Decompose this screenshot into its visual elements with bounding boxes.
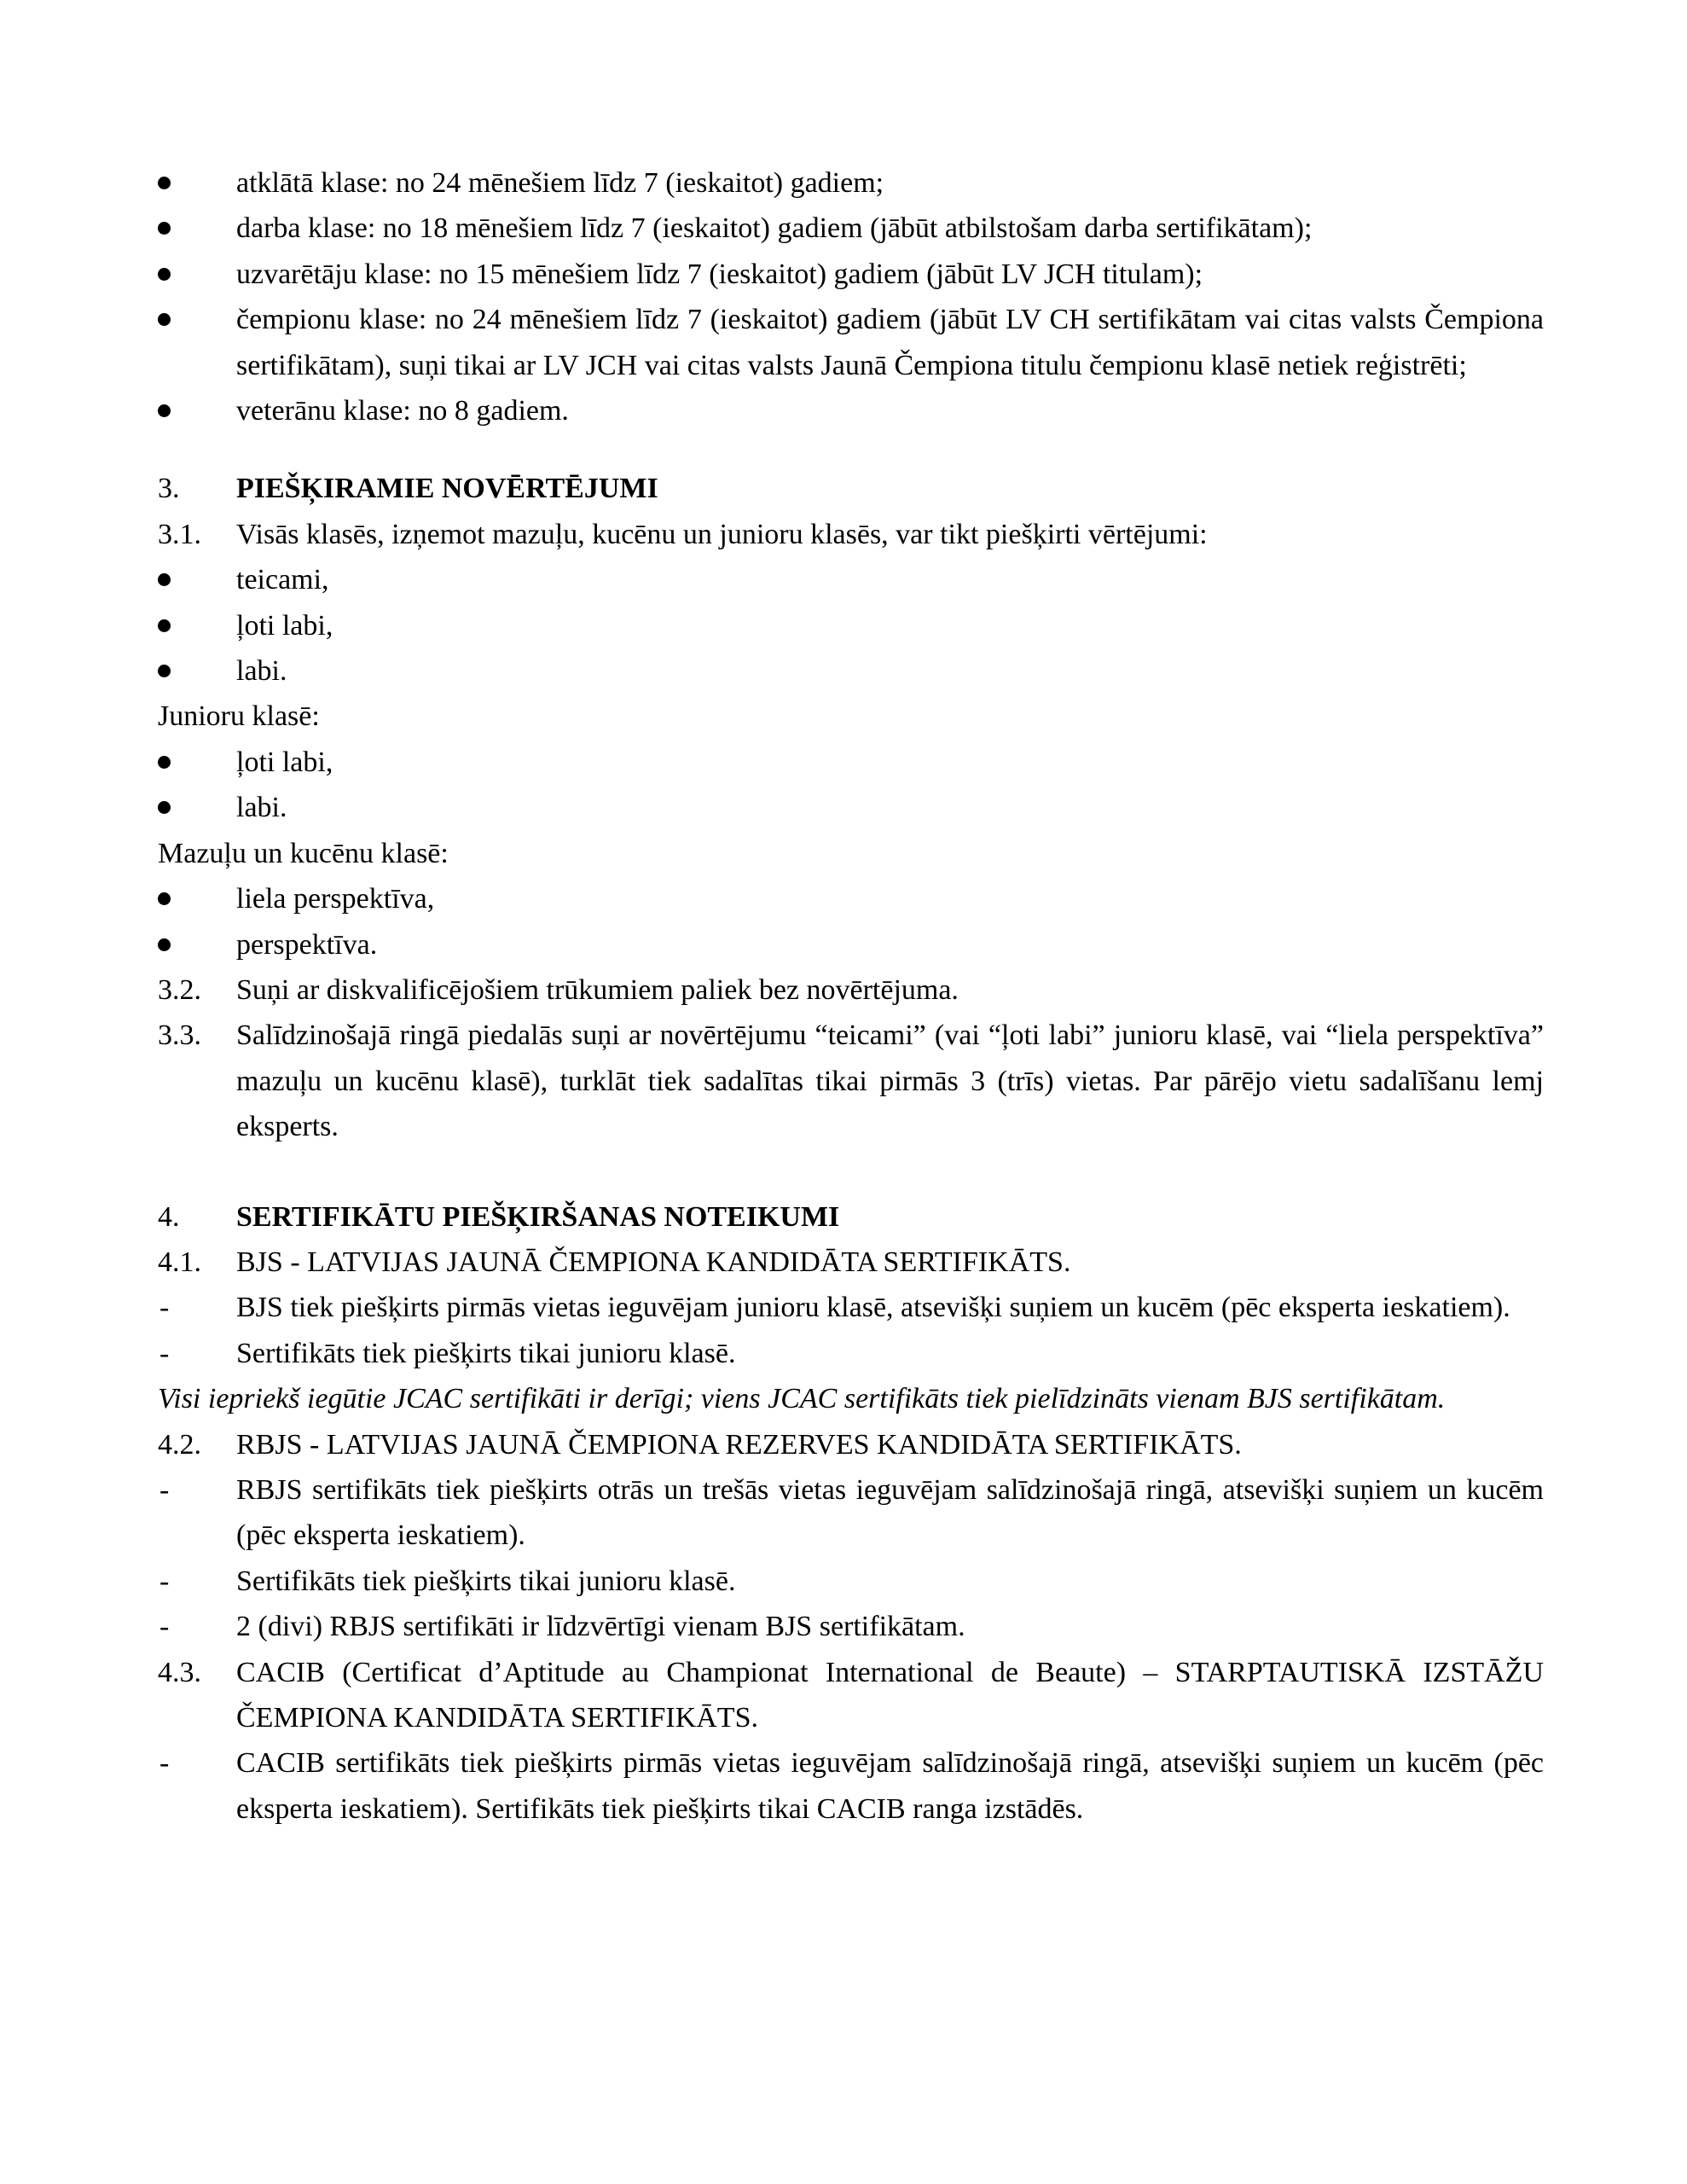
list-item <box>158 740 1544 785</box>
paragraph-3-1 <box>158 512 1544 557</box>
dash-icon: - <box>159 1565 170 1597</box>
dash-item <box>158 1331 1544 1376</box>
dash-icon: - <box>159 1747 170 1780</box>
list-item <box>158 206 1544 251</box>
bullet-icon <box>158 268 171 281</box>
grade-text: perspektīva. <box>236 928 378 961</box>
dash-icon: - <box>159 1337 170 1369</box>
dash-item <box>158 1467 1544 1559</box>
list-item <box>158 785 1544 830</box>
dash-item <box>158 1740 1544 1832</box>
list-item-text: atklātā klase: no 24 mēnešiem līdz 7 (ieskaitot) gadiem; <box>236 167 884 199</box>
paragraph-number: 3.3. <box>158 1019 201 1052</box>
junior-label <box>158 694 1544 739</box>
paragraph-4-2 <box>158 1422 1544 1467</box>
list-item-text: darba klase: no 18 mēnešiem līdz 7 (ieskaitot) gadiem (jābūt atbilstošam darba sertifikātam); <box>236 212 1313 245</box>
list-item <box>158 160 1544 206</box>
paragraph-text: Salīdzinošajā ringā piedalās suņi ar novērtējumu “teicami” (vai “ļoti labi” junioru klasē, vai “liela perspektīva” mazuļu un kucēnu klasē), turklāt tiek sadalītas tikai pirmās 3 (trīs) vietas. Par pārējo vietu sadalīšanu lemj eksperts. <box>236 1019 1544 1143</box>
bullet-icon <box>158 177 171 189</box>
section-number: 3. <box>158 473 180 505</box>
dash-item-text: 2 (divi) RBJS sertifikāti ir līdzvērtīgi vienam BJS sertifikātam. <box>236 1611 965 1643</box>
list-item-text: uzvarētāju klase: no 15 mēnešiem līdz 7 (ieskaitot) gadiem (jābūt LV JCH titulam); <box>236 258 1203 290</box>
dash-item-text: BJS tiek piešķirts pirmās vietas ieguvējam junioru klasē, atsevišķi suņiem un kucēm (pēc eksperta ieskatiem). <box>236 1292 1510 1324</box>
paragraph-4-1 <box>158 1240 1544 1285</box>
list-item <box>158 557 1544 602</box>
bullet-icon <box>158 619 171 632</box>
section-heading-3 <box>158 466 1544 511</box>
document-body <box>158 160 1544 1832</box>
paragraph-number: 4.3. <box>158 1656 201 1688</box>
grade-text: labi. <box>236 792 287 824</box>
bullet-icon <box>158 892 171 905</box>
paragraph-number: 4.2. <box>158 1428 201 1461</box>
paragraph-text: CACIB (Certificat d’Aptitude au Championat International de Beaute) – STARPTAUTISKĀ IZSTĀŽU ČEMPIONA KANDIDĀTA SERTIFIKĀTS. <box>236 1656 1544 1734</box>
bullet-icon <box>158 938 171 951</box>
dash-item <box>158 1285 1544 1330</box>
note-text: Visi iepriekš iegūtie JCAC sertifikāti ir derīgi; viens JCAC sertifikāts tiek pielīdzināts vienam BJS sertifikātam. <box>158 1383 1446 1415</box>
dash-icon: - <box>159 1292 170 1324</box>
bullet-icon <box>158 665 171 677</box>
bullet-icon <box>158 222 171 235</box>
section-number: 4. <box>158 1200 180 1233</box>
bullet-icon <box>158 756 171 769</box>
list-item-text: čempionu klase: no 24 mēnešiem līdz 7 (ieskaitot) gadiem (jābūt LV CH sertifikātam vai citas valsts Čempiona sertifikātam), suņi tikai ar LV JCH vai citas valsts Jaunā Čempiona titulu čempionu klasē netiek reģistrēti; <box>236 304 1544 381</box>
dash-item-text: CACIB sertifikāts tiek piešķirts pirmās vietas ieguvējam salīdzinošajā ringā, atsevišķi suņiem un kucēm (pēc eksperta ieskatiem). Sertifikāts tiek piešķirts tikai CACIB ranga izstādēs. <box>236 1747 1544 1825</box>
section-title: SERTIFIKĀTU PIEŠĶIRŠANAS NOTEIKUMI <box>236 1200 840 1233</box>
list-item <box>158 388 1544 433</box>
dash-item <box>158 1604 1544 1649</box>
dash-item-text: RBJS sertifikāts tiek piešķirts otrās un trešās vietas ieguvējam salīdzinošajā ringā, atsevišķi suņiem un kucēm (pēc eksperta ieskatiem). <box>236 1473 1544 1552</box>
dash-icon: - <box>159 1611 170 1643</box>
paragraph-3-2 <box>158 967 1544 1013</box>
paragraph-text: RBJS - LATVIJAS JAUNĀ ČEMPIONA REZERVES KANDIDĀTA SERTIFIKĀTS. <box>236 1428 1242 1461</box>
note-italic <box>158 1376 1544 1421</box>
paragraph-text: Visās klasēs, izņemot mazuļu, kucēnu un junioru klasēs, var tikt piešķirti vērtējumi: <box>236 518 1208 550</box>
section-heading-4 <box>158 1194 1544 1240</box>
bullet-icon <box>158 404 171 417</box>
paragraph-text: Suņi ar diskvalificējošiem trūkumiem paliek bez novērtējuma. <box>236 973 959 1006</box>
grade-text: teicami, <box>236 564 329 596</box>
grade-text: ļoti labi, <box>236 609 333 642</box>
bullet-icon <box>158 801 171 814</box>
dash-item <box>158 1559 1544 1604</box>
spacer <box>158 1150 1544 1194</box>
paragraph-number: 3.1. <box>158 518 201 550</box>
paragraph-3-3 <box>158 1013 1544 1149</box>
dash-item-text: Sertifikāts tiek piešķirts tikai junioru klasē. <box>236 1337 736 1369</box>
bullet-icon <box>158 573 171 586</box>
grade-text: ļoti labi, <box>236 746 333 778</box>
grade-text: liela perspektīva, <box>236 883 435 915</box>
list-item <box>158 252 1544 297</box>
list-item <box>158 603 1544 648</box>
dash-item-text: Sertifikāts tiek piešķirts tikai junioru klasē. <box>236 1565 736 1597</box>
list-item-text: veterānu klase: no 8 gadiem. <box>236 395 569 427</box>
paragraph-4-3 <box>158 1650 1544 1741</box>
junior-label-text: Junioru klasē: <box>158 700 320 733</box>
spacer <box>158 433 1544 466</box>
grade-text: labi. <box>236 655 287 688</box>
paragraph-number: 3.2. <box>158 973 201 1006</box>
puppy-label-text: Mazuļu un kucēnu klasē: <box>158 837 449 869</box>
list-item <box>158 922 1544 967</box>
list-item <box>158 648 1544 694</box>
dash-icon: - <box>159 1473 170 1506</box>
puppy-label <box>158 831 1544 876</box>
list-item <box>158 876 1544 921</box>
paragraph-number: 4.1. <box>158 1246 201 1278</box>
paragraph-text: BJS - LATVIJAS JAUNĀ ČEMPIONA KANDIDĀTA SERTIFIKĀTS. <box>236 1246 1071 1278</box>
list-item <box>158 297 1544 388</box>
bullet-icon <box>158 313 171 326</box>
section-title: PIEŠĶIRAMIE NOVĒRTĒJUMI <box>236 473 658 505</box>
